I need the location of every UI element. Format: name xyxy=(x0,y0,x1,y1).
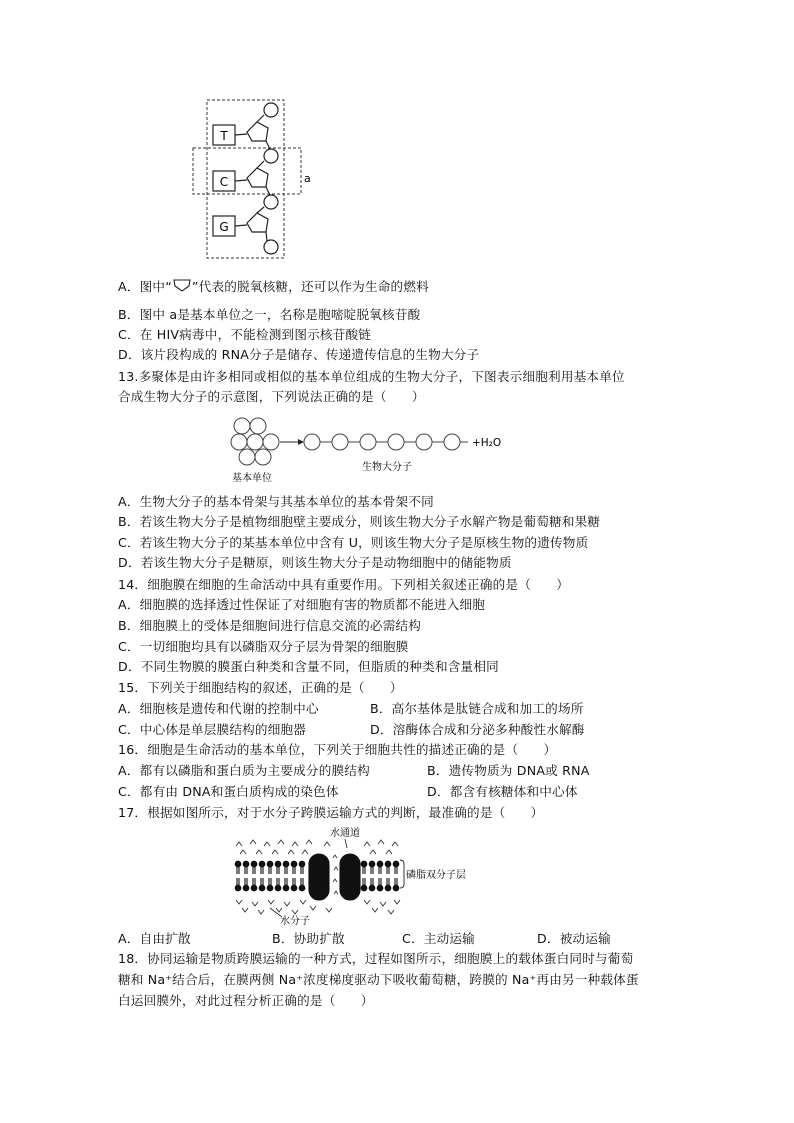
base-label-3: G xyxy=(219,220,229,234)
bilayer-label: 磷脂双分子层 xyxy=(406,870,466,881)
q16-option-a: A．都有以磷脂和蛋白质为主要成分的膜结构 xyxy=(118,763,370,778)
water-molecule-label: 水分子 xyxy=(280,916,310,927)
base-label-2: C xyxy=(219,175,229,189)
q15-option-a: A．细胞核是遗传和代谢的控制中心 xyxy=(118,701,319,716)
monomer-4 xyxy=(247,434,263,450)
sugar-2 xyxy=(247,168,268,187)
q12-option-a: A．图中“ ”代表的脱氧核糖，还可以作为生命的燃料 xyxy=(118,279,429,294)
phosphate-4 xyxy=(264,240,278,254)
arrow-head-icon xyxy=(298,439,304,445)
monomer-2 xyxy=(250,418,266,434)
q13-stem-line1: 13.多聚体是由许多相同或相似的基本单位组成的生物大分子，下图表示细胞利用基本单位 xyxy=(118,369,625,384)
q15-stem: 15．下列关于细胞结构的叙述，正确的是（ ） xyxy=(118,680,403,695)
q16-option-b: B．遗传物质为 DNA或 RNA xyxy=(427,763,590,778)
q18-stem-line2: 糖和 Na⁺结合后，在膜两侧 Na⁺浓度梯度驱动下吸收葡萄糖，跨膜的 Na⁺再由另一种载体蛋 xyxy=(118,972,639,987)
water-channel-figure xyxy=(230,824,490,926)
q17-option-d: D．被动运输 xyxy=(537,931,611,946)
channel-protein-right xyxy=(340,854,360,900)
sugar-1 xyxy=(247,122,268,141)
q13-option-c: C．若该生物大分子的某基本单位中含有 U，则该生物大分子是原核生物的遗传物质 xyxy=(118,535,589,550)
label-a: a xyxy=(304,172,311,185)
polymer-unit-3 xyxy=(360,434,376,450)
monomer-6 xyxy=(239,449,255,465)
q17-option-b: B．协助扩散 xyxy=(272,931,345,946)
q16-option-d: D．都含有核糖体和中心体 xyxy=(427,784,578,799)
q14-stem: 14．细胞膜在细胞的生命活动中具有重要作用。下列相关叙述正确的是（ ） xyxy=(118,577,570,592)
channel-protein-left xyxy=(309,854,329,900)
q16-option-c: C．都有由 DNA和蛋白质构成的染色体 xyxy=(118,784,339,799)
nucleotide-chain-figure xyxy=(190,96,320,262)
monomer-label: 基本单位 xyxy=(232,473,272,484)
upper-water-molecules xyxy=(236,840,398,854)
phosphate-1 xyxy=(264,103,278,117)
q14-option-a: A．细胞膜的选择透过性保证了对细胞有害的物质都不能进入细胞 xyxy=(118,597,486,612)
base-label-1: T xyxy=(220,129,228,143)
polymer-synthesis-figure xyxy=(228,415,528,485)
q12-option-c: C．在 HIV病毒中，不能检测到图示核苷酸链 xyxy=(118,327,372,342)
water-channel-label: 水通道 xyxy=(330,828,360,839)
phosphate-3 xyxy=(264,195,278,209)
bilayer-bracket xyxy=(400,860,404,888)
q15-option-d: D．溶酶体合成和分泌多种酸性水解酶 xyxy=(370,722,585,737)
q18-stem-line3: 白运回膜外，对此过程分析正确的是（ ） xyxy=(118,993,374,1008)
q12-option-b: B．图中 a是基本单位之一，名称是胞嘧啶脱氧核苷酸 xyxy=(118,307,421,322)
nucleotide-a-outline xyxy=(193,148,301,194)
q13-option-a: A．生物大分子的基本骨架与其基本单位的基本骨架不同 xyxy=(118,494,434,509)
monomer-5 xyxy=(263,434,279,450)
q17-option-a: A．自由扩散 xyxy=(118,931,191,946)
q14-option-d: D．不同生物膜的膜蛋白种类和含量不同，但脂质的种类和含量相同 xyxy=(118,659,499,674)
monomer-7 xyxy=(255,449,271,465)
q14-option-c: C．一切细胞均具有以磷脂双分子层为骨架的细胞膜 xyxy=(118,639,409,654)
lower-water-molecules xyxy=(236,900,400,914)
q13-option-d: D．若该生物大分子是糖原，则该生物大分子是动物细胞中的储能物质 xyxy=(118,555,512,570)
water-product-label: +H₂O xyxy=(472,437,502,449)
polymer-unit-1 xyxy=(304,434,320,450)
q17-option-c: C．主动运输 xyxy=(402,931,475,946)
q17-stem: 17．根据如图所示，对于水分子跨膜运输方式的判断，最准确的是（ ） xyxy=(118,805,544,820)
q13-stem-line2: 合成生物大分子的示意图，下列说法正确的是（ ） xyxy=(118,389,425,404)
sugar-3 xyxy=(247,213,268,232)
polymer-unit-6 xyxy=(444,434,460,450)
q15-option-b: B．高尔基体是肽链合成和加工的场所 xyxy=(370,701,584,716)
deoxyribose-icon xyxy=(172,278,192,292)
q16-stem: 16．细胞是生命活动的基本单位，下列关于细胞共性的描述正确的是（ ） xyxy=(118,742,557,757)
q13-option-b: B．若该生物大分子是植物细胞壁主要成分，则该生物大分子水解产物是葡萄糖和果糖 xyxy=(118,514,601,529)
q14-option-b: B．细胞膜上的受体是细胞间进行信息交流的必需结构 xyxy=(118,618,422,633)
phospholipid-bilayer xyxy=(235,854,399,900)
q18-stem-line1: 18．协同运输是物质跨膜运输的一种方式，过程如图所示，细胞膜上的载体蛋白同时与葡萄 xyxy=(118,951,634,966)
polymer-unit-5 xyxy=(416,434,432,450)
monomer-3 xyxy=(231,434,247,450)
phosphate-2 xyxy=(264,149,278,163)
polymer-label: 生物大分子 xyxy=(362,462,412,473)
q12-option-d: D．该片段构成的 RNA分子是储存、传递遗传信息的生物大分子 xyxy=(118,347,480,362)
q15-option-c: C．中心体是单层膜结构的细胞器 xyxy=(118,722,307,737)
monomer-1 xyxy=(234,418,250,434)
polymer-unit-2 xyxy=(332,434,348,450)
polymer-unit-4 xyxy=(388,434,404,450)
